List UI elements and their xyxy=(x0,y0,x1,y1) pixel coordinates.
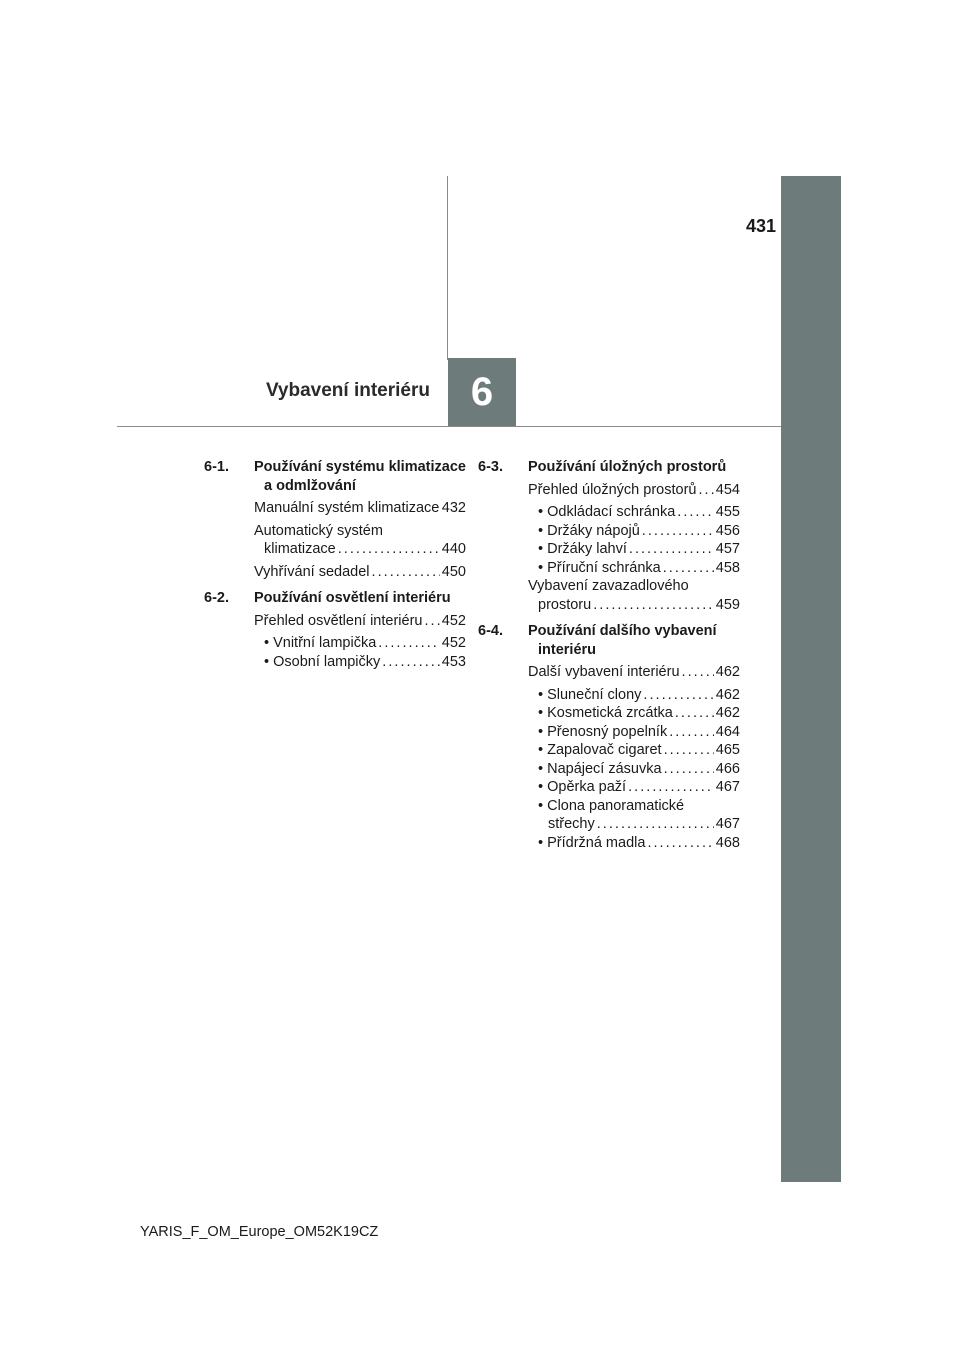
section-title: Používání osvětlení interiéru xyxy=(254,590,451,606)
entry-label: • Držáky nápojů xyxy=(538,522,640,539)
entry-label: • Přídržná madla xyxy=(538,834,646,851)
section-number: 6-4. xyxy=(478,623,503,639)
section-title: Používání systému klimatizace a odmlžování xyxy=(254,459,466,494)
toc-sub-entry[interactable] xyxy=(538,778,740,797)
entry-label: Vybavení zavazadlového prostoru xyxy=(528,578,689,613)
entry-page-number: 450 xyxy=(441,563,466,580)
toc-entry[interactable] xyxy=(528,663,740,682)
entry-page-number: 466 xyxy=(715,760,740,777)
entry-label: • Držáky lahví xyxy=(538,541,627,557)
entry-page-number: 453 xyxy=(441,653,466,670)
section-number: 6-1. xyxy=(204,459,229,475)
toc-sub-entry[interactable] xyxy=(538,522,740,541)
entry-page-number: 456 xyxy=(715,522,740,539)
entry-label: • Clona panoramatické střechy xyxy=(538,797,685,832)
entry-page-number: 467 xyxy=(715,816,740,832)
toc-left-column xyxy=(204,458,466,675)
entry-page-number: 464 xyxy=(715,723,740,740)
toc-sub-entry[interactable] xyxy=(264,634,466,653)
entry-label: • Odkládací schránka xyxy=(538,504,676,520)
entry-page-number: 455 xyxy=(715,504,740,520)
header-vertical-rule xyxy=(447,176,448,360)
toc-sub-entry[interactable] xyxy=(538,760,740,779)
toc-section-heading[interactable] xyxy=(478,622,740,659)
section-number: 6-3. xyxy=(478,459,503,475)
toc-sub-entry[interactable] xyxy=(538,797,740,834)
entry-page-number: 462 xyxy=(715,705,740,721)
header-horizontal-rule xyxy=(117,426,781,427)
page-number: 431 xyxy=(745,216,776,236)
entry-label: Manuální systém klimatizace xyxy=(254,500,440,516)
entry-page-number: 458 xyxy=(715,559,740,576)
toc-entry[interactable] xyxy=(254,563,466,582)
entry-label: • Příruční schránka xyxy=(538,559,661,576)
toc-entry[interactable] xyxy=(528,481,740,500)
entry-page-number: 432 xyxy=(441,500,466,516)
section-title: Používání dalšího vybavení interiéru xyxy=(528,623,717,658)
chapter-title: Vybavení interiéru xyxy=(265,380,430,401)
entry-page-number: 454 xyxy=(715,481,740,498)
entry-page-number: 465 xyxy=(715,742,740,758)
chapter-side-tab xyxy=(781,176,841,1182)
entry-label: • Kosmetická zrcátka xyxy=(538,705,673,721)
entry-label: Další vybavení interiéru xyxy=(528,664,680,680)
entry-label: • Osobní lampičky xyxy=(264,653,381,670)
entry-page-number: 468 xyxy=(715,834,740,851)
entry-page-number: 457 xyxy=(715,541,740,557)
entry-page-number: 440 xyxy=(441,541,466,557)
entry-page-number: 452 xyxy=(441,635,466,651)
toc-sub-entry[interactable] xyxy=(538,540,740,559)
entry-label: • Sluneční clony xyxy=(538,686,642,703)
toc-sub-entry[interactable] xyxy=(538,559,740,578)
entry-page-number: 462 xyxy=(715,664,740,680)
entry-page-number: 452 xyxy=(441,612,466,629)
toc-sub-entry[interactable] xyxy=(264,653,466,672)
entry-label: Automatický systém klimatizace xyxy=(254,522,383,557)
toc-sub-entry[interactable] xyxy=(538,741,740,760)
toc-sub-entry[interactable] xyxy=(538,503,740,522)
toc-entry[interactable] xyxy=(254,522,466,559)
toc-section-heading[interactable] xyxy=(204,458,466,495)
toc-sub-entry[interactable] xyxy=(538,704,740,723)
toc-entry[interactable] xyxy=(254,499,466,518)
entry-label: • Přenosný popelník xyxy=(538,723,668,740)
section-number: 6-2. xyxy=(204,590,229,606)
entry-page-number: 459 xyxy=(715,596,740,613)
toc-sub-entry[interactable] xyxy=(538,686,740,705)
toc-right-column xyxy=(478,458,740,856)
toc-sub-entry[interactable] xyxy=(538,723,740,742)
toc-sub-entry[interactable] xyxy=(538,834,740,853)
section-title: Používání úložných prostorů xyxy=(528,459,727,475)
entry-page-number: 462 xyxy=(715,686,740,703)
entry-label: Přehled úložných prostorů xyxy=(528,481,697,498)
toc-entry[interactable] xyxy=(528,577,740,614)
entry-page-number: 467 xyxy=(715,779,740,795)
entry-label: Přehled osvětlení interiéru xyxy=(254,612,423,629)
toc-section-heading[interactable] xyxy=(204,589,466,608)
entry-label: • Napájecí zásuvka xyxy=(538,760,662,777)
document-code-footer: YARIS_F_OM_Europe_OM52K19CZ xyxy=(140,1224,379,1240)
entry-label: • Vnitřní lampička xyxy=(264,635,377,651)
entry-label: • Zapalovač cigaret xyxy=(538,742,662,758)
entry-label: Vyhřívání sedadel xyxy=(254,563,370,580)
chapter-number-badge: 6 xyxy=(448,358,516,426)
toc-entry[interactable] xyxy=(254,612,466,631)
entry-label: • Opěrka paží xyxy=(538,779,627,795)
toc-section-heading[interactable] xyxy=(478,458,740,477)
